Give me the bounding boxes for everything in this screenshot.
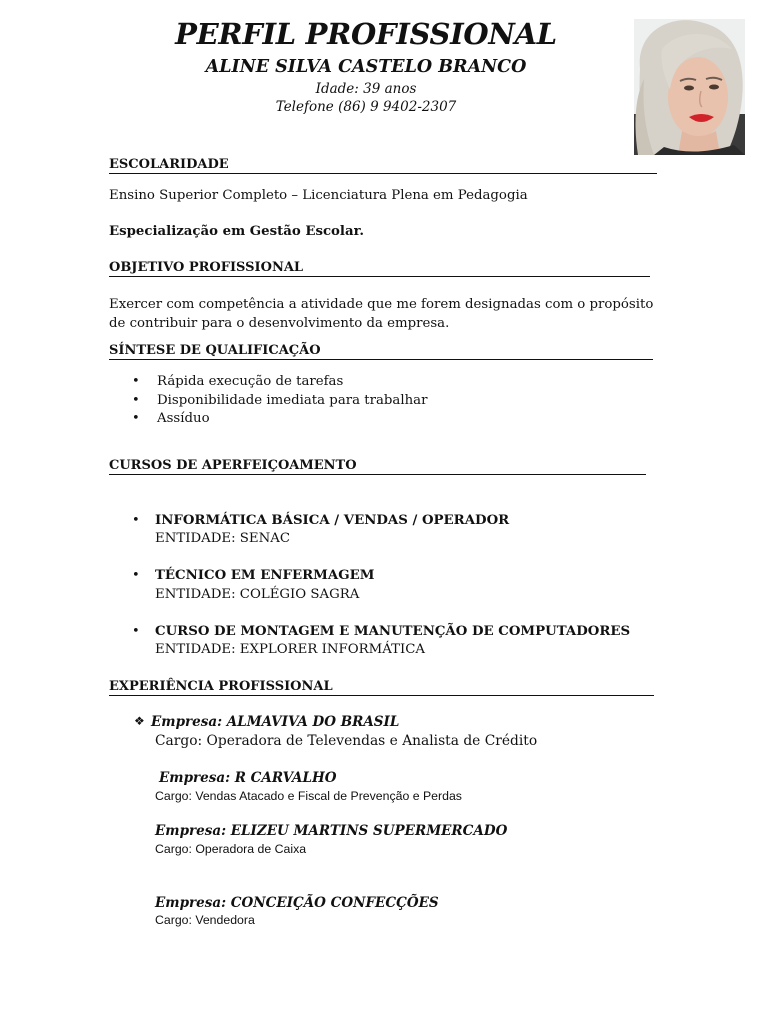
course-entity: ENTIDADE: SENAC <box>155 531 291 546</box>
bullet-icon: • <box>132 624 140 639</box>
company-name: Empresa: ALMAVIVA DO BRASIL <box>151 714 400 730</box>
course-title: INFORMÁTICA BÁSICA / VENDAS / OPERADOR <box>155 513 510 528</box>
section-heading-experience: EXPERIÊNCIA PROFISSIONAL <box>109 679 654 696</box>
section-heading-qualifications: SÍNTESE DE QUALIFICAÇÃO <box>109 343 653 360</box>
company-name: Empresa: ELIZEU MARTINS SUPERMERCADO <box>155 823 508 839</box>
bullet-icon: • <box>132 411 140 426</box>
section-heading-objective: OBJETIVO PROFISSIONAL <box>109 260 650 277</box>
bullet-icon: • <box>132 513 140 528</box>
profile-photo <box>634 19 745 155</box>
course-title: CURSO DE MONTAGEM E MANUTENÇÃO DE COMPUTADORES <box>155 624 631 639</box>
list-item: Assíduo <box>157 411 210 426</box>
education-item: Ensino Superior Completo – Licenciatura Plena em Pedagogia <box>109 188 528 203</box>
role-text: Cargo: Vendas Atacado e Fiscal de Prevenção e Perdas <box>155 789 462 803</box>
bullet-icon: • <box>132 568 140 583</box>
course-title: TÉCNICO EM ENFERMAGEM <box>155 568 375 583</box>
education-item: Especialização em Gestão Escolar. <box>109 224 365 239</box>
phone-text: Telefone (86) 9 9402-2307 <box>275 99 457 115</box>
company-name: Empresa: CONCEIÇÃO CONFECÇÕES <box>155 895 439 911</box>
page-title: PERFIL PROFISSIONAL <box>175 17 557 51</box>
section-heading-education: ESCOLARIDADE <box>109 157 657 174</box>
role-text: Cargo: Operadora de Caixa <box>155 842 307 856</box>
diamond-bullet-icon: ❖ <box>134 714 145 728</box>
bullet-icon: • <box>132 374 140 389</box>
section-heading-courses: CURSOS DE APERFEIÇOAMENTO <box>109 458 646 475</box>
course-entity: ENTIDADE: COLÉGIO SAGRA <box>155 587 360 602</box>
age-text: Idade: 39 anos <box>315 81 417 97</box>
list-item: Rápida execução de tarefas <box>157 374 344 389</box>
company-name: Empresa: R CARVALHO <box>159 770 337 786</box>
candidate-name: ALINE SILVA CASTELO BRANCO <box>205 57 527 77</box>
course-entity: ENTIDADE: EXPLORER INFORMÁTICA <box>155 642 426 657</box>
role-text: Cargo: Vendedora <box>155 913 255 927</box>
bullet-icon: • <box>132 393 140 408</box>
objective-text: de contribuir para o desenvolvimento da empresa. <box>109 316 450 331</box>
list-item: Disponibilidade imediata para trabalhar <box>157 393 428 408</box>
role-text: Cargo: Operadora de Televendas e Analista de Crédito <box>155 733 538 749</box>
objective-text: Exercer com competência a atividade que me forem designadas com o propósito <box>109 297 654 312</box>
